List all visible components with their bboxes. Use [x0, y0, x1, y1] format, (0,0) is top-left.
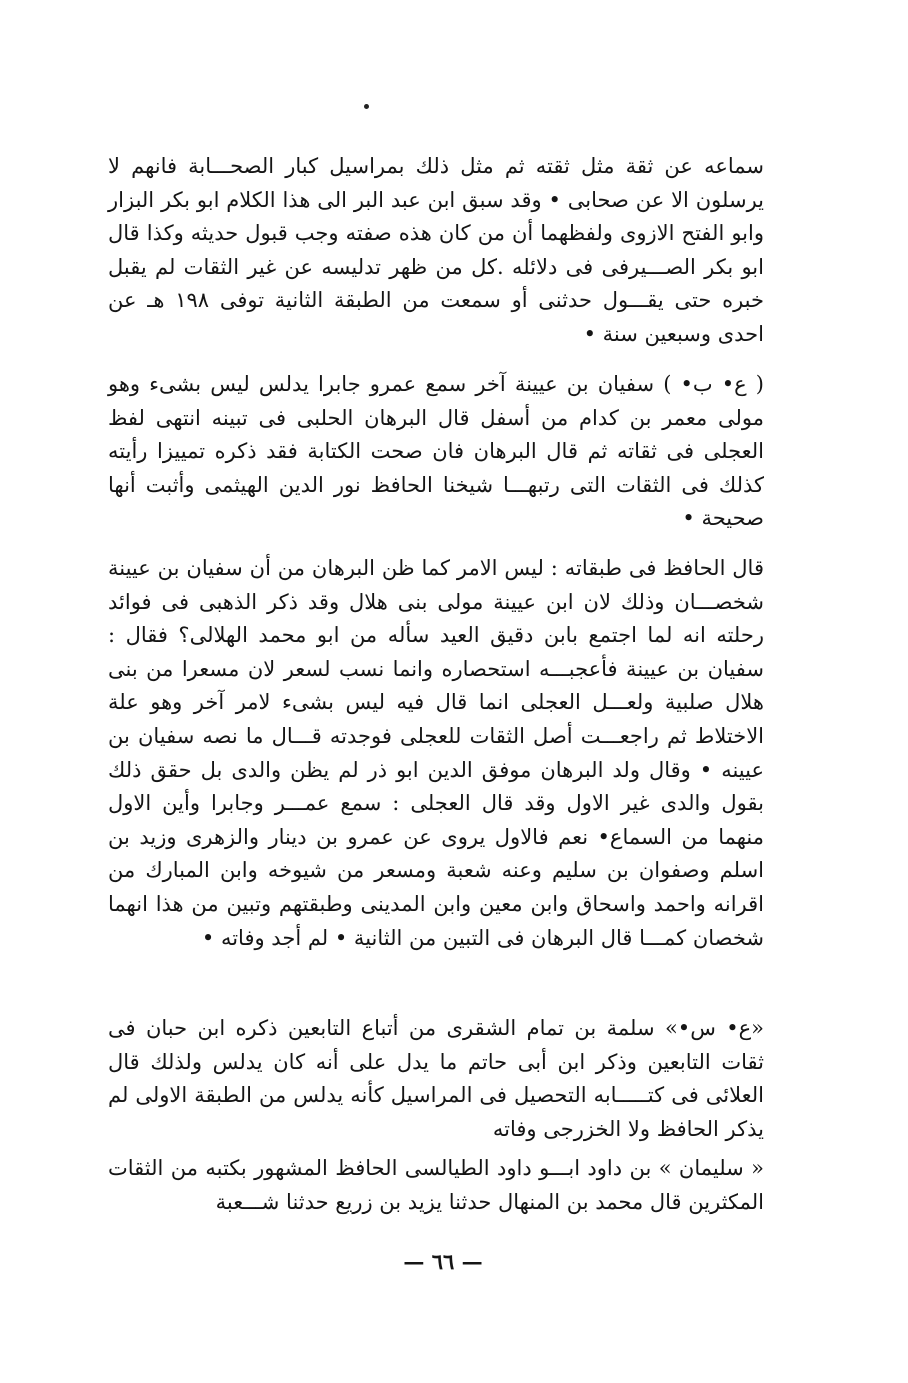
paragraph-3: قال الحافظ فى طبقاته : ليس الامر كما ظن البرهان من أن سفيان بن عيينة شخصـــان وذلك لان ابن عيينة مولى بنى هلال وقد ذكر الذهبى فى فوائد رحلته انه لما اجتمع بابن دقيق العيد سأله من ابو محمد الهلالى؟ فقال : سفيان بن عيينة فأعجبـــه استحصاره وانما نسب لسعر لان مسعرا من بنى هلال صلبية ولعـــل العجلى انما قال فيه ليس بشىء لامر آخر وهو علة الاختلاط ثم راجعـــت أصل الثقات للعجلى فوجدته قـــال ما نصه سفيان بن عيينه • وقال ولد البرهان موفق الدين ابو ذر لم يظن والدى بل حقق ذلك بقول والدى غير الاول وقد قال العجلى : سمع عمـــر وجابرا وأين الاول منهما من السماع• نعم فالاول يروى عن عمرو بن دينار والزهرى وزيد بن اسلم وصفوان بن سليم وعنه شعبة ومسعر من شيوخه وابن المبارك من اقرانه واحمد واسحاق وابن معين وابن المدينى وطبقتهم وتبين من هذا انهما شخصان كمـــا قال البرهان فى التبين من الثانية • لم أجد وفاته • — [108, 556, 764, 950]
paragraph-1: سماعه عن ثقة مثل ثقته ثم مثل ذلك بمراسيل كبار الصحـــابة فانهم لا يرسلون الا عن صحابى • وقد سبق ابن عبد البر الى هذا الكلام ابو بكر البزار وابو الفتح الازوى ولفظهما أن من كان هذه صفته وجب قبول حديثه وكذا قال ابو بكر الصـــيرفى فى دلائله .كل من ظهر تدليسه عن غير الثقات لم يقبل خبره حتى يقـــول حدثنى أو سمعت من الطبقة الثانية توفى ١٩٨ هـ عن احدى وسبعين سنة • — [108, 154, 764, 346]
decorative-dot — [364, 104, 369, 109]
paragraph-2: ( ع• ب• ) سفيان بن عيينة آخر سمع عمرو جابرا يدلس ليس بشىء وهو مولى معمر بن كدام من أسفل قال البرهان الحلبى فى تبينه انتهى لفظ العجلى فى ثقاته ثم قال البرهان فان صحت الكتابة فقد ذكره تمييزا رأيته كذلك فى الثقات التى رتبهـــا شيخنا الحافظ نور الدين الهيثمى وأثبت أنها صحيحة • — [108, 372, 764, 531]
paragraph-5: « سليمان » بن داود ابـــو داود الطيالسى الحافظ المشهور بكتبه من الثقات المكثرين قال محمد بن المنهال حدثنا يزيد بن زريع حدثنا شـــعبة — [108, 1156, 764, 1214]
paragraph-4: «ع• س•» سلمة بن تمام الشقرى من أتباع التابعين ذكره ابن حبان فى ثقات التابعين وذكر ابن أبى حاتم ما يدل على أنه كان يدلس ولذلك قال العلائى فى كتـــــابه التحصيل فى المراسيل كأنه يدلس من الطبقة الاولى لم يذكر الحافظ ولا الخزرجى وفاته — [108, 1016, 764, 1141]
page-number: — ٦٦ — — [403, 1249, 483, 1274]
